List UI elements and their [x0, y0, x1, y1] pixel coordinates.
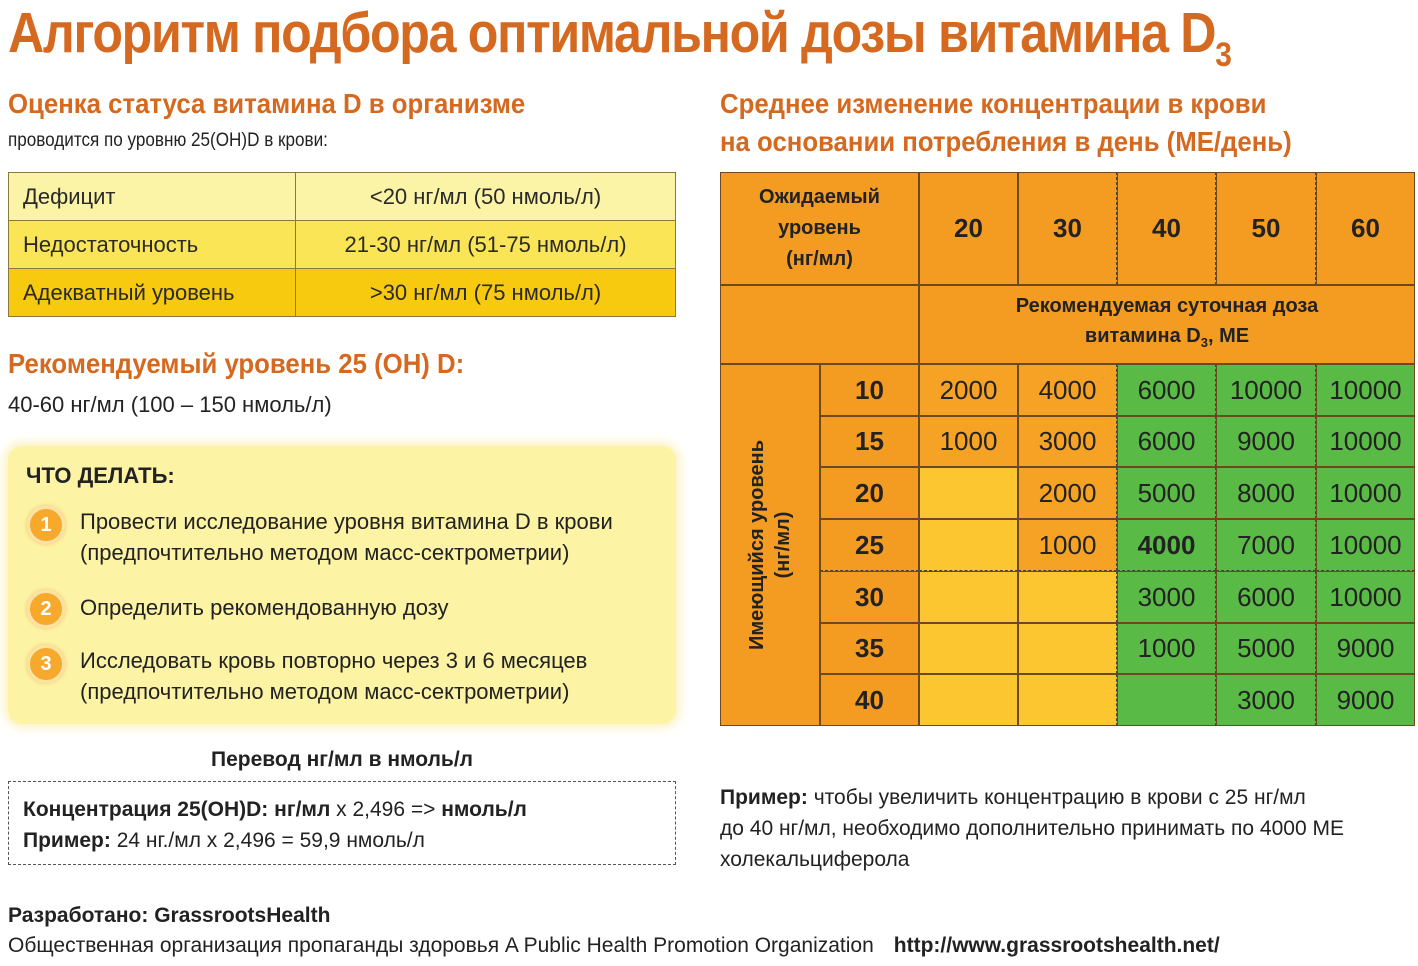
dose-cell-30-30 — [1018, 571, 1117, 623]
step-2-text: Определить рекомендованную дозу — [80, 595, 449, 620]
dose-cell-30-20 — [919, 571, 1018, 623]
current-level-label: Имеющийся уровень (нг/мл) — [720, 364, 820, 726]
dose-cell-15-60: 10000 — [1316, 416, 1415, 467]
dose-cell-20-40: 5000 — [1117, 467, 1216, 519]
status-value: >30 нг/мл (75 нмоль/л) — [296, 269, 676, 317]
recommended-heading: Рекомендуемый уровень 25 (OH) D: — [8, 348, 465, 379]
conversion-title: Перевод нг/мл в нмоль/л — [210, 748, 474, 771]
step-3-line2: (предпочтительно методом масс-сектрометрии) — [80, 679, 570, 704]
dose-cell-10-40: 6000 — [1117, 364, 1216, 416]
conversion-box — [8, 781, 676, 865]
current-level-30: 30 — [820, 571, 919, 623]
recommended-dose-label: Рекомендуемая суточная доза витамина $D_3$, МЕ — [919, 285, 1415, 364]
status-label: Дефицит — [9, 173, 296, 221]
dose-cell-20-20 — [919, 467, 1018, 519]
dose-cell-20-50: 8000 — [1216, 467, 1316, 519]
dose-cell-10-60: 10000 — [1316, 364, 1415, 416]
expected-level-20: 20 — [919, 172, 1018, 285]
status-label: Адекватный уровень — [9, 269, 296, 317]
todo-title: ЧТО ДЕЛАТЬ: — [26, 463, 175, 488]
empty-header-cell — [720, 285, 919, 364]
status-label: Недостаточность — [9, 221, 296, 269]
dose-cell-25-50: 7000 — [1216, 519, 1316, 571]
step-3-text — [80, 645, 587, 707]
dose-cell-10-20: 2000 — [919, 364, 1018, 416]
right-heading-line1: Среднее изменение концентрации в крови — [720, 88, 1267, 119]
status-value: <20 нг/мл (50 нмоль/л) — [296, 173, 676, 221]
current-level-40: 40 — [820, 674, 919, 726]
conversion-formula: Концентрация 25(OH)D: нг/мл х 2,496 => нмоль/л — [23, 798, 527, 821]
example-right: Пример: чтобы увеличить концентрацию в крови с 25 нг/мл до 40 нг/мл, необходимо дополнительно принимать по 4000 МЕ холекальциферола — [720, 786, 1344, 871]
status-heading: Оценка статуса витамина D в организме — [8, 88, 526, 119]
current-level-10: 10 — [820, 364, 919, 416]
dose-cell-30-50: 6000 — [1216, 571, 1316, 623]
current-level-15: 15 — [820, 416, 919, 467]
right-heading-line2: на основании потребления в день (МЕ/день) — [720, 126, 1292, 157]
step-1-line1: Провести исследование уровня витамина D в крови — [80, 509, 613, 534]
footer-org: Общественная организация пропаганды здоровья A Public Health Promotion Organization http://www.grassrootshealth.net/ — [8, 934, 1220, 957]
step-number-2: 2 — [27, 590, 65, 628]
dose-cell-40-60: 9000 — [1316, 674, 1415, 726]
dose-cell-35-30 — [1018, 623, 1117, 674]
status-table — [8, 172, 676, 317]
step-1-text — [80, 506, 613, 568]
dose-cell-20-60: 10000 — [1316, 467, 1415, 519]
step-number-1: 1 — [27, 506, 65, 544]
expected-level-50: 50 — [1216, 172, 1316, 285]
dose-cell-35-20 — [919, 623, 1018, 674]
dose-cell-40-30 — [1018, 674, 1117, 726]
expected-level-40: 40 — [1117, 172, 1216, 285]
status-row-deficit — [9, 173, 676, 221]
expected-level-30: 30 — [1018, 172, 1117, 285]
recommended-value: 40-60 нг/мл (100 – 150 нмоль/л) — [8, 392, 332, 417]
dose-cell-35-60: 9000 — [1316, 623, 1415, 674]
dose-cell-35-40: 1000 — [1117, 623, 1216, 674]
dose-cell-25-40: 4000 — [1117, 519, 1216, 571]
step-number-3: 3 — [27, 645, 65, 683]
dose-cell-40-20 — [919, 674, 1018, 726]
footer-url[interactable]: http://www.grassrootshealth.net/ — [893, 934, 1220, 957]
dose-cell-15-50: 9000 — [1216, 416, 1316, 467]
current-level-20: 20 — [820, 467, 919, 519]
dose-cell-40-40 — [1117, 674, 1216, 726]
dose-cell-20-30: 2000 — [1018, 467, 1117, 519]
status-row-adequate — [9, 269, 676, 317]
dose-table — [720, 172, 1415, 726]
page-title: Алгоритм подбора оптимальной дозы витамина $D_3$ — [8, 1, 1231, 74]
step-3-line1: Исследовать кровь повторно через 3 и 6 месяцев — [80, 648, 588, 673]
conversion-example: Пример: 24 нг./мл х 2,496 = 59,9 нмоль/л — [23, 829, 425, 852]
dose-cell-30-40: 3000 — [1117, 571, 1216, 623]
dose-cell-25-20 — [919, 519, 1018, 571]
dose-cell-25-30: 1000 — [1018, 519, 1117, 571]
current-level-25: 25 — [820, 519, 919, 571]
dose-cell-15-30: 3000 — [1018, 416, 1117, 467]
developed-by: Разработано: GrassrootsHealth — [8, 904, 331, 927]
dose-cell-25-60: 10000 — [1316, 519, 1415, 571]
dose-cell-15-20: 1000 — [919, 416, 1018, 467]
current-level-35: 35 — [820, 623, 919, 674]
dose-cell-10-50: 10000 — [1216, 364, 1316, 416]
dose-cell-30-60: 10000 — [1316, 571, 1415, 623]
dose-cell-10-30: 4000 — [1018, 364, 1117, 416]
status-subheading: проводится по уровню 25(OH)D в крови: — [8, 130, 328, 151]
expected-level-header: Ожидаемый уровень (нг/мл) — [720, 172, 919, 285]
step-1-line2: (предпочтительно методом масс-сектрометрии) — [80, 540, 570, 565]
expected-level-60: 60 — [1316, 172, 1415, 285]
status-value: 21-30 нг/мл (51-75 нмоль/л) — [296, 221, 676, 269]
dose-cell-15-40: 6000 — [1117, 416, 1216, 467]
status-row-insufficiency — [9, 221, 676, 269]
dose-cell-40-50: 3000 — [1216, 674, 1316, 726]
dose-cell-35-50: 5000 — [1216, 623, 1316, 674]
